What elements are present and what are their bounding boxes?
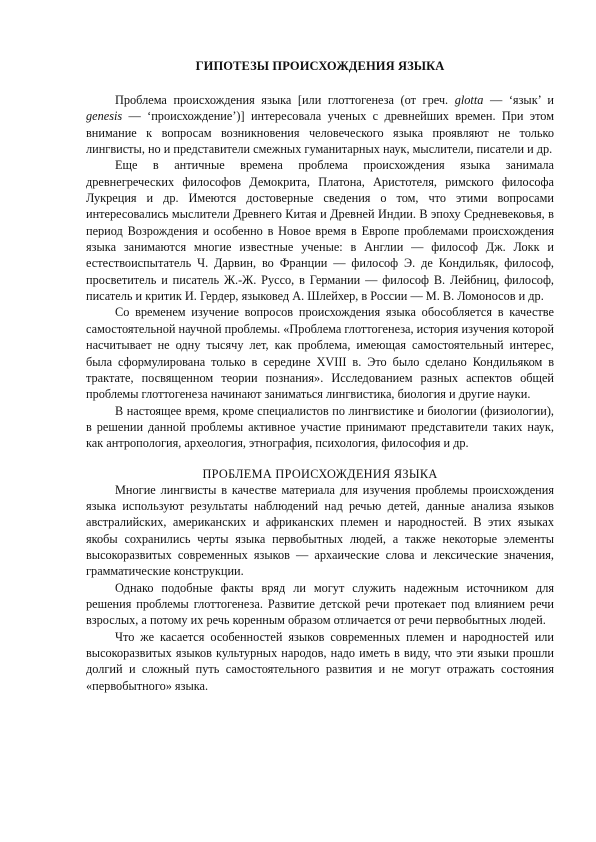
- spacer: [86, 452, 554, 466]
- paragraph-child-speech: Однако подобные факты вряд ли могут служить надежным источником для решения проблемы глоттогенеза. Развитие детской речи протекает под влиянием речи взрослых, а потому их речь коренным образом отличается от речи первобытных людей.: [86, 580, 554, 628]
- page-content: [86, 58, 554, 694]
- paragraph-intro-text: Проблема происхождения языка [или глоттогенеза (от греч.: [115, 93, 455, 107]
- paragraph-modern-languages: Что же касается особенностей языков современных племен и народностей или высокоразвитых языков культурных народов, надо иметь в виду, что эти языки прошли долгий и сложный путь самостоятельного развития и не могут отражать состояния «первобытного» языка.: [86, 629, 554, 693]
- term-glotta: glotta: [454, 93, 484, 107]
- paragraph-independent-problem: Со временем изучение вопросов происхождения языка обособляется в качестве самостоятельной научной проблемы. «Проблема глоттогенеза, история изучения которой насчитывает не одну тысячу лет, как проблема, имеющая самостоятельный интерес, была сформулирована только в середине XVIII в. Это было сделано Кондильяком в трактате, посвященном теории познания». Исследованием разных аспектов общей проблемы глоттогенеза начинают заниматься лингвистика, биология и другие науки.: [86, 305, 554, 402]
- paragraph-antiquity: Еще в античные времена проблема происхождения языка занимала древнегреческих философов Демокрита, Платона, Аристотеля, римского философа Лукреция и др. Имеются достоверные сведения о том, что этими вопросами интересовались мыслители Древнего Китая и Древней Индии. В эпоху Средневековья, в период Возрождения и особенно в Новое время в Европе проблемами происхождения языка занимаются многие известные ученые: в Англии — философ Дж. Локк и естествоиспытатель Ч. Дарвин, во Франции — философ Э. де Кондильяк, философ, просветитель и писатель Ж.-Ж. Руссо, в Германии — философ В. Лейбниц, философ, писатель и критик И. Гердер, языковед А. Шлейхер, в России — М. В. Ломоносов и др.: [86, 158, 554, 304]
- term-genesis: genesis: [86, 109, 123, 124]
- paragraph-intro-text: — ‘язык’ и: [483, 93, 554, 107]
- paragraph-sources: Многие лингвисты в качестве материала для изучения проблемы происхождения языка используют результаты наблюдений над речью детей, данные анализа языков австралийских, американских и африканских племен и народностей. В этих языках якобы сохранились черты языка первобытных людей, а также некоторые элементы высокоразвитых современных языков — архаические слова и лексические значения, грамматические конструкции.: [86, 482, 554, 579]
- paragraph-intro: [86, 92, 554, 157]
- paragraph-intro-text: — ‘происхождение’)] интересовала ученых с древнейших времен. При этом внимание к вопросам возникновения человеческого языка проявляют не только лингвисты, но и представители смежных гуманитарных наук, мыслители, писатели и др.: [86, 109, 554, 157]
- section-heading: ПРОБЛЕМА ПРОИСХОЖДЕНИЯ ЯЗЫКА: [202, 466, 438, 481]
- paragraph-present-time: В настоящее время, кроме специалистов по лингвистике и биологии (физиологии), в решении данной проблемы активное участие принимают представители таких наук, как антропология, археология, этнография, психология, философия и др.: [86, 403, 554, 451]
- spacer: [86, 74, 554, 92]
- page-title: ГИПОТЕЗЫ ПРОИСХОЖДЕНИЯ ЯЗЫКА: [195, 59, 445, 73]
